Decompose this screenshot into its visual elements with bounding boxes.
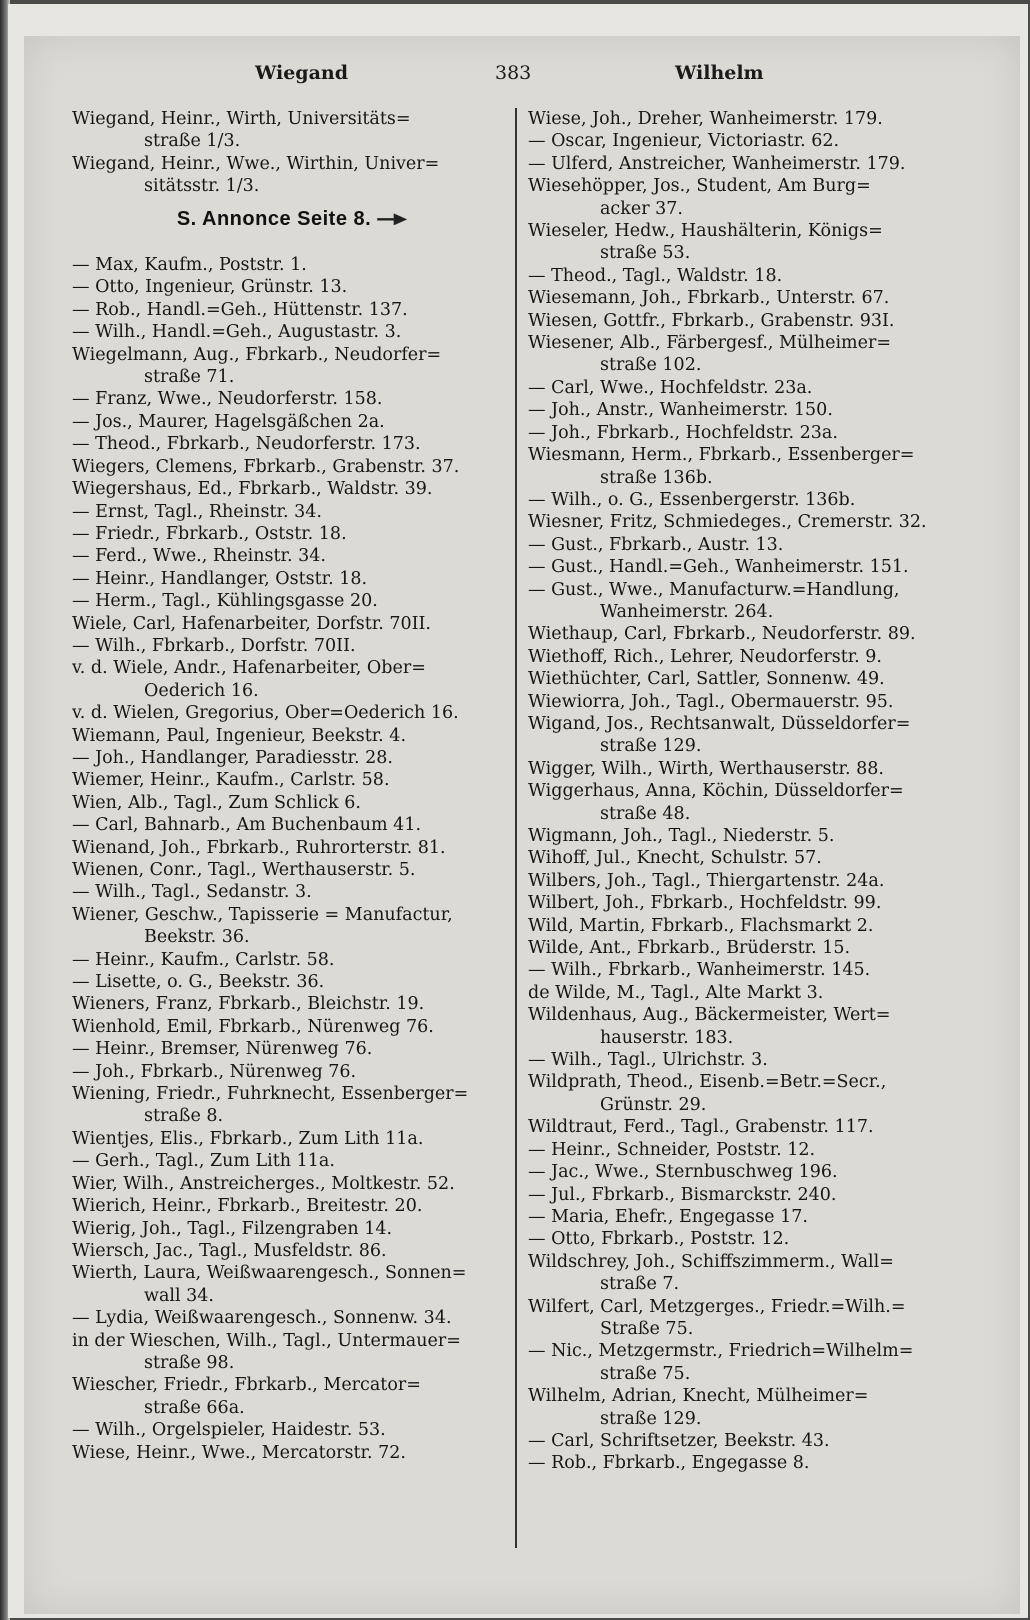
entry-line: Wiethaup, Carl, Fbrkarb., Neudorferstr. 89. — [528, 624, 916, 645]
entry-line: — Carl, Wwe., Hochfeldstr. 23a. — [528, 377, 813, 398]
directory-entry — [528, 713, 968, 758]
entry-line: — Gust., Handl.=Geh., Wanheimerstr. 151. — [528, 557, 909, 578]
entry-line: — Theod., Tagl., Waldstr. 18. — [528, 265, 783, 286]
entry-line: — Jos., Maurer, Hagelsgäßchen 2a. — [72, 411, 385, 432]
column-divider — [515, 108, 517, 1548]
entry-line: — Joh., Fbrkarb., Nürenweg 76. — [72, 1061, 357, 1082]
directory-entry — [528, 825, 968, 847]
entry-line: Wiesehöpper, Jos., Student, Am Burg= — [528, 176, 871, 197]
directory-entry — [528, 870, 968, 892]
directory-entry — [72, 769, 512, 791]
directory-entry — [72, 108, 512, 153]
directory-entry — [528, 377, 968, 399]
entry-line: — Wilh., Handl.=Geh., Augustastr. 3. — [72, 322, 402, 343]
entry-line: Wiesmann, Herm., Fbrkarb., Essenberger= — [528, 445, 915, 466]
entry-line: Wildtraut, Ferd., Tagl., Grabenstr. 117. — [528, 1117, 874, 1138]
directory-entry — [72, 411, 512, 433]
entry-line: Wigmann, Joh., Tagl., Niederstr. 5. — [528, 826, 835, 846]
entry-line: — Jac., Wwe., Sternbuschweg 196. — [528, 1162, 838, 1183]
directory-entry — [528, 511, 968, 533]
directory-entry — [528, 1184, 968, 1206]
entry-line: v. d. Wielen, Gregorius, Ober=Oederich 16. — [72, 703, 459, 724]
left-column — [72, 108, 512, 1464]
entry-line: Wigand, Jos., Rechtsanwalt, Düsseldorfer= — [528, 713, 911, 734]
entry-line: — Wilh., Fbrkarb., Wanheimerstr. 145. — [528, 960, 871, 981]
directory-entry — [528, 646, 968, 668]
entry-line: Wiese, Heinr., Wwe., Mercatorstr. 72. — [72, 1442, 406, 1463]
entry-continuation: straße 129. — [600, 736, 702, 757]
directory-entry — [528, 1385, 968, 1430]
entry-line: Wildprath, Theod., Eisenb.=Betr.=Secr., — [528, 1072, 887, 1093]
entry-line: Wiegand, Heinr., Wwe., Wirthin, Univer= — [72, 153, 440, 174]
directory-entry — [528, 1296, 968, 1341]
directory-entry — [72, 388, 512, 410]
directory-entry — [72, 590, 512, 612]
directory-entry — [528, 623, 968, 645]
annonce-text: S. Annonce Seite 8. — [176, 207, 372, 230]
entry-continuation: straße 98. — [144, 1352, 235, 1373]
entry-line: in der Wieschen, Wilh., Tagl., Untermauer= — [72, 1330, 461, 1351]
entry-line: — Carl, Bahnarb., Am Buchenbaum 41. — [72, 815, 422, 836]
directory-entry — [528, 310, 968, 332]
annonce-reference — [72, 208, 512, 230]
entry-line: Wild, Martin, Fbrkarb., Flachsmarkt 2. — [528, 915, 874, 936]
entry-line: Wildenhaus, Aug., Bäckermeister, Wert= — [528, 1005, 891, 1026]
entry-line: — Rob., Fbrkarb., Engegasse 8. — [528, 1453, 810, 1474]
entry-continuation: straße 136b. — [600, 467, 713, 488]
entry-line: Wiersch, Jac., Tagl., Musfeldstr. 86. — [72, 1240, 387, 1261]
entry-line: Wiewiorra, Joh., Tagl., Obermauerstr. 95. — [528, 691, 894, 712]
directory-entry — [528, 444, 968, 489]
directory-entry — [528, 1430, 968, 1452]
directory-entry — [528, 1139, 968, 1161]
directory-entry — [72, 1374, 512, 1419]
directory-entry — [72, 568, 512, 590]
entry-continuation: straße 48. — [600, 803, 691, 824]
directory-entry — [72, 1218, 512, 1240]
entry-line: — Max, Kaufm., Poststr. 1. — [72, 255, 307, 276]
entry-line: Wiesen, Gottfr., Fbrkarb., Grabenstr. 93I. — [528, 310, 895, 331]
entry-line: Wiesener, Alb., Färbergesf., Mülheimer= — [528, 333, 892, 354]
directory-entry — [72, 949, 512, 971]
entry-continuation: Grünstr. 29. — [600, 1094, 707, 1115]
entry-line: — Otto, Fbrkarb., Poststr. 12. — [528, 1229, 790, 1250]
entry-line: Wiese, Joh., Dreher, Wanheimerstr. 179. — [528, 109, 883, 129]
directory-entry — [72, 1262, 512, 1307]
directory-entry — [72, 814, 512, 836]
directory-entry — [528, 175, 968, 220]
directory-entry — [72, 1442, 512, 1464]
directory-entry — [528, 556, 968, 578]
page-number: 383 — [495, 62, 532, 84]
entry-line: Wier, Wilh., Anstreicherges., Moltkestr. 52. — [72, 1173, 455, 1194]
entry-line: Wieseler, Hedw., Haushälterin, Königs= — [528, 221, 883, 242]
entry-line: Wienand, Joh., Fbrkarb., Ruhrorterstr. 81. — [72, 837, 446, 858]
directory-entry — [72, 904, 512, 949]
directory-entry — [528, 579, 968, 624]
entry-line: Wientjes, Elis., Fbrkarb., Zum Lith 11a. — [72, 1128, 424, 1149]
entry-continuation: straße 1/3. — [144, 131, 241, 152]
directory-entry — [528, 422, 968, 444]
entry-line: — Heinr., Handlanger, Oststr. 18. — [72, 568, 368, 589]
directory-entry — [528, 758, 968, 780]
entry-line: Wiegershaus, Ed., Fbrkarb., Waldstr. 39. — [72, 479, 433, 500]
directory-entry — [72, 747, 512, 769]
directory-entry — [72, 993, 512, 1015]
entry-line: Wiener, Geschw., Tapisserie = Manufactur, — [72, 904, 453, 925]
directory-entry — [72, 881, 512, 903]
directory-entry — [72, 1150, 512, 1172]
entry-line: — Jul., Fbrkarb., Bismarckstr. 240. — [528, 1184, 837, 1205]
entry-continuation: straße 102. — [600, 355, 702, 376]
entry-line: Wierth, Laura, Weißwaarengesch., Sonnen= — [72, 1263, 467, 1284]
directory-entry — [72, 702, 512, 724]
entry-continuation: straße 7. — [600, 1274, 680, 1295]
header-right-keyword: Wilhelm — [675, 62, 764, 84]
directory-entry — [528, 959, 968, 981]
entry-line: — Otto, Ingenieur, Grünstr. 13. — [72, 277, 348, 298]
entry-line: — Franz, Wwe., Neudorferstr. 158. — [72, 389, 383, 410]
entry-line: Wilbers, Joh., Tagl., Thiergartenstr. 24a. — [528, 870, 885, 891]
directory-entry — [72, 321, 512, 343]
entry-line: — Wilh., o. G., Essenbergerstr. 136b. — [528, 489, 856, 510]
running-head — [55, 62, 985, 92]
directory-entry — [528, 1452, 968, 1474]
directory-entry — [72, 837, 512, 859]
directory-entry — [72, 1195, 512, 1217]
entry-line: Wienhold, Emil, Fbrkarb., Nürenweg 76. — [72, 1016, 434, 1037]
directory-entry — [528, 937, 968, 959]
entry-line: Wiegand, Heinr., Wirth, Universitäts= — [72, 109, 411, 129]
right-column — [528, 108, 968, 1475]
entry-line: — Maria, Ehefr., Engegasse 17. — [528, 1206, 808, 1227]
directory-entry — [72, 344, 512, 389]
directory-entry — [528, 332, 968, 377]
directory-entry — [72, 1083, 512, 1128]
entry-line: Wienen, Conr., Tagl., Werthauserstr. 5. — [72, 860, 416, 880]
directory-entry — [72, 1061, 512, 1083]
entry-line: — Lisette, o. G., Beekstr. 36. — [72, 972, 325, 993]
entry-line: Wildschrey, Joh., Schiffszimmerm., Wall= — [528, 1251, 894, 1272]
directory-entry — [528, 130, 968, 152]
entry-line: — Wilh., Fbrkarb., Dorfstr. 70II. — [72, 635, 356, 656]
entry-line: Wieners, Franz, Fbrkarb., Bleichstr. 19. — [72, 994, 425, 1015]
directory-entry — [528, 668, 968, 690]
directory-entry — [528, 847, 968, 869]
entry-continuation: Beekstr. 36. — [144, 927, 250, 948]
entry-line: Wiening, Friedr., Fuhrknecht, Essenberger= — [72, 1084, 469, 1105]
entry-line: Wierig, Joh., Tagl., Filzengraben 14. — [72, 1218, 393, 1239]
entry-line: Wiegers, Clemens, Fbrkarb., Grabenstr. 37. — [72, 456, 460, 477]
entry-line: — Joh., Fbrkarb., Hochfeldstr. 23a. — [528, 422, 838, 443]
directory-entry — [72, 1419, 512, 1441]
entry-continuation: Oederich 16. — [144, 680, 259, 701]
directory-entry — [528, 489, 968, 511]
entry-line: Wiemann, Paul, Ingenieur, Beekstr. 4. — [72, 725, 407, 746]
entry-line: Wigger, Wilh., Wirth, Werthauserstr. 88. — [528, 758, 884, 779]
directory-entry — [72, 657, 512, 702]
entry-line: — Friedr., Fbrkarb., Oststr. 18. — [72, 523, 347, 544]
entry-line: Wierich, Heinr., Fbrkarb., Breitestr. 20. — [72, 1196, 423, 1217]
pointing-hand-icon — [377, 213, 407, 225]
entry-line: Wiele, Carl, Hafenarbeiter, Dorfstr. 70II. — [72, 613, 431, 634]
entry-line: Wilde, Ant., Fbrkarb., Brüderstr. 15. — [528, 938, 851, 959]
directory-entry — [528, 1004, 968, 1049]
entry-line: Wilhelm, Adrian, Knecht, Mülheimer= — [528, 1386, 869, 1407]
directory-entry — [528, 153, 968, 175]
entry-line: — Lydia, Weißwaarengesch., Sonnenw. 34. — [72, 1308, 452, 1329]
directory-entry — [72, 433, 512, 455]
entry-line: — Heinr., Bremser, Nürenweg 76. — [72, 1039, 373, 1060]
entry-line: — Oscar, Ingenieur, Victoriastr. 62. — [528, 131, 840, 152]
entry-line: Wiegelmann, Aug., Fbrkarb., Neudorfer= — [72, 344, 442, 365]
entry-line: — Ulferd, Anstreicher, Wanheimerstr. 179. — [528, 153, 906, 174]
entry-line: Wihoff, Jul., Knecht, Schulstr. 57. — [528, 848, 822, 869]
entry-line: Wiesemann, Joh., Fbrkarb., Unterstr. 67. — [528, 288, 890, 309]
entry-line: — Rob., Handl.=Geh., Hüttenstr. 137. — [72, 299, 408, 320]
directory-entry — [72, 456, 512, 478]
entry-continuation: Straße 75. — [600, 1318, 694, 1339]
directory-entry — [72, 276, 512, 298]
directory-entry — [528, 780, 968, 825]
entry-line: de Wilde, M., Tagl., Alte Markt 3. — [528, 982, 824, 1003]
directory-entry — [72, 635, 512, 657]
directory-entry — [528, 287, 968, 309]
entry-continuation: sitätsstr. 1/3. — [144, 176, 260, 197]
directory-entry — [528, 265, 968, 287]
entry-line: Wiggerhaus, Anna, Köchin, Düsseldorfer= — [528, 781, 904, 802]
directory-entry — [72, 725, 512, 747]
directory-entry — [72, 1128, 512, 1150]
entry-continuation: straße 66a. — [144, 1397, 245, 1418]
directory-entry — [72, 523, 512, 545]
directory-entry — [528, 534, 968, 556]
directory-entry — [528, 982, 968, 1004]
directory-entry — [528, 1228, 968, 1250]
directory-entry — [528, 691, 968, 713]
entry-line: — Wilh., Tagl., Sedanstr. 3. — [72, 882, 312, 903]
entry-line: Wilfert, Carl, Metzgerges., Friedr.=Wilh.= — [528, 1296, 906, 1317]
entry-continuation: hauserstr. 183. — [600, 1027, 734, 1048]
directory-entry — [72, 1016, 512, 1038]
entry-line: — Heinr., Kaufm., Carlstr. 58. — [72, 949, 335, 970]
entry-line: Wiethoff, Rich., Lehrer, Neudorferstr. 9. — [528, 646, 882, 667]
directory-entry — [72, 478, 512, 500]
entry-line: — Joh., Anstr., Wanheimerstr. 150. — [528, 400, 833, 421]
directory-entry — [72, 1330, 512, 1375]
entry-line: — Gust., Wwe., Manufacturw.=Handlung, — [528, 579, 900, 600]
entry-line: Wilbert, Joh., Fbrkarb., Hochfeldstr. 99. — [528, 893, 882, 914]
directory-entry — [72, 792, 512, 814]
directory-entry — [72, 501, 512, 523]
entry-continuation: Wanheimerstr. 264. — [600, 601, 774, 622]
entry-line: — Joh., Handlanger, Paradiesstr. 28. — [72, 747, 393, 768]
directory-entry — [72, 1038, 512, 1060]
entry-line: — Heinr., Schneider, Poststr. 12. — [528, 1139, 816, 1160]
directory-entry — [72, 613, 512, 635]
directory-entry — [528, 1340, 968, 1385]
entry-line: — Carl, Schriftsetzer, Beekstr. 43. — [528, 1430, 830, 1451]
entry-continuation: straße 53. — [600, 243, 691, 264]
directory-entry — [72, 971, 512, 993]
entry-line: Wiesner, Fritz, Schmiedeges., Cremerstr. 32. — [528, 512, 927, 533]
entry-line: — Nic., Metzgermstr., Friedrich=Wilhelm= — [528, 1341, 914, 1362]
directory-entry — [528, 399, 968, 421]
directory-entry — [72, 299, 512, 321]
entry-line: Wiethüchter, Carl, Sattler, Sonnenw. 49. — [528, 669, 885, 690]
directory-entry — [528, 108, 968, 130]
directory-entry — [72, 859, 512, 881]
entry-line: Wien, Alb., Tagl., Zum Schlick 6. — [72, 792, 361, 813]
entry-continuation: wall 34. — [144, 1285, 214, 1306]
entry-continuation: acker 37. — [600, 198, 683, 219]
entry-line: — Gust., Fbrkarb., Austr. 13. — [528, 534, 784, 555]
entry-continuation: straße 71. — [144, 367, 235, 388]
directory-entry — [528, 1116, 968, 1138]
directory-entry — [72, 1240, 512, 1262]
header-left-keyword: Wiegand — [255, 62, 349, 84]
entry-continuation: straße 75. — [600, 1363, 691, 1384]
entry-line: — Ernst, Tagl., Rheinstr. 34. — [72, 501, 322, 522]
directory-entry — [528, 1206, 968, 1228]
directory-entry — [72, 1307, 512, 1329]
directory-entry — [528, 915, 968, 937]
directory-entry — [528, 1071, 968, 1116]
entry-line: — Ferd., Wwe., Rheinstr. 34. — [72, 546, 326, 567]
entry-line: — Herm., Tagl., Kühlingsgasse 20. — [72, 591, 378, 612]
directory-entry — [528, 1161, 968, 1183]
entry-line: — Wilh., Orgelspieler, Haidestr. 53. — [72, 1420, 386, 1441]
entry-continuation: straße 8. — [144, 1106, 224, 1127]
directory-entry — [528, 892, 968, 914]
directory-entry — [72, 254, 512, 276]
entry-line: Wiescher, Friedr., Fbrkarb., Mercator= — [72, 1375, 421, 1396]
directory-entry — [528, 1251, 968, 1296]
entry-continuation: straße 129. — [600, 1408, 702, 1429]
directory-entry — [528, 220, 968, 265]
directory-entry — [72, 1173, 512, 1195]
entry-line: — Wilh., Tagl., Ulrichstr. 3. — [528, 1050, 768, 1071]
entry-line: — Theod., Fbrkarb., Neudorferstr. 173. — [72, 434, 421, 455]
entry-line: — Gerh., Tagl., Zum Lith 11a. — [72, 1151, 335, 1172]
directory-entry — [528, 1049, 968, 1071]
directory-entry — [72, 153, 512, 198]
entry-line: Wiemer, Heinr., Kaufm., Carlstr. 58. — [72, 770, 390, 791]
directory-entry — [72, 545, 512, 567]
entry-line: v. d. Wiele, Andr., Hafenarbeiter, Ober= — [72, 658, 426, 679]
